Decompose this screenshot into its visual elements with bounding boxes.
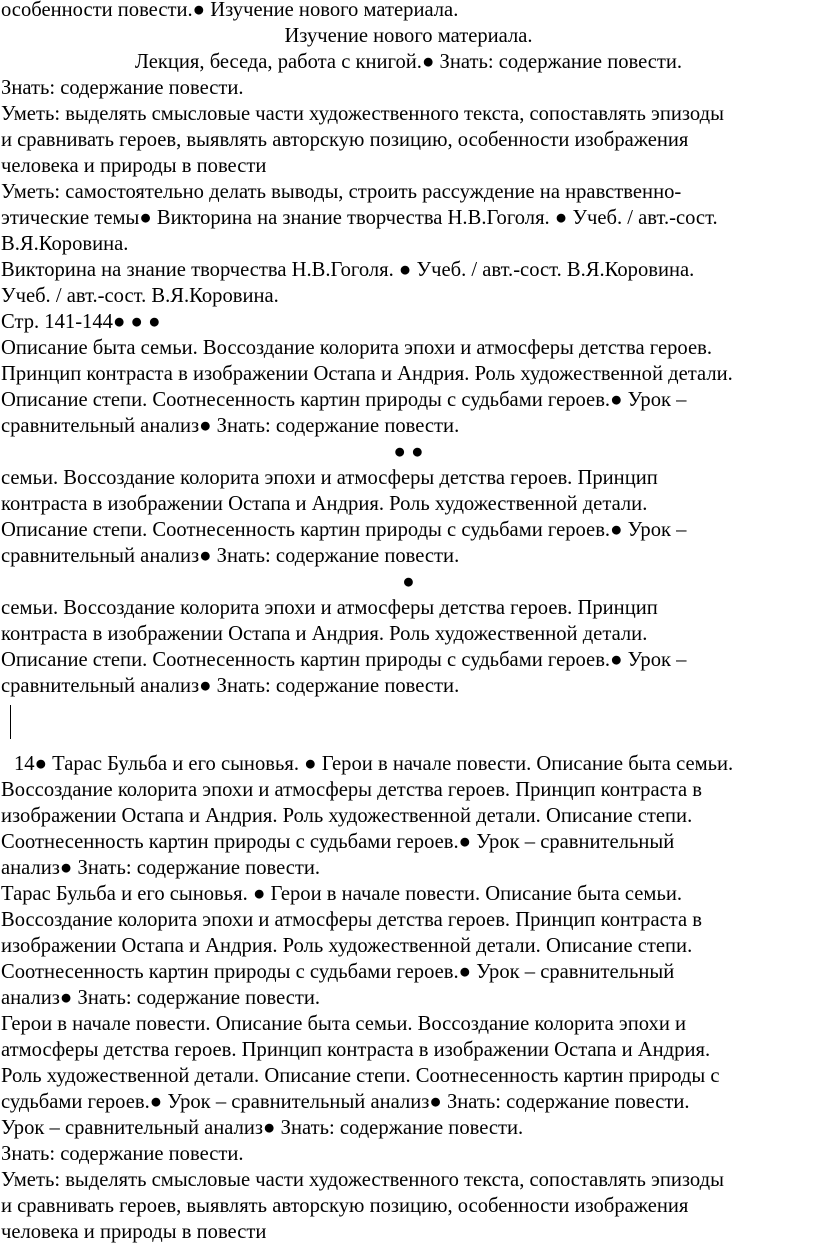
text-line: особенности повести.● Изучение нового материала. xyxy=(1,0,459,21)
text-line: атмосферы детства героев. Принцип контраста в изображении Остапа и Андрия. xyxy=(1,1039,711,1061)
text-line: Роль художественной детали. Описание степи. Соотнесенность картин природы с xyxy=(1,1065,720,1087)
text-line: семьи. Воссоздание колорита эпохи и атмосферы детства героев. Принцип xyxy=(1,597,658,619)
text-line: Викторина на знание творчества Н.В.Гоголя. ● Учеб. / авт.-сост. В.Я.Коровина. xyxy=(1,259,695,281)
text-line: судьбами героев.● Урок – сравнительный анализ● Знать: содержание повести. xyxy=(1,1091,690,1113)
text-line: Соотнесенность картин природы с судьбами героев.● Урок – сравнительный xyxy=(1,961,675,983)
text-line: Описание степи. Соотнесенность картин природы с судьбами героев.● Урок – xyxy=(1,389,687,411)
bullet-line: ● ● xyxy=(393,441,424,463)
text-line: Воссоздание колорита эпохи и атмосферы детства героев. Принцип контраста в xyxy=(1,909,703,931)
text-line: сравнительный анализ● Знать: содержание повести. xyxy=(1,415,460,437)
text-line: Описание степи. Соотнесенность картин природы с судьбами героев.● Урок – xyxy=(1,649,687,671)
text-line: изображении Остапа и Андрия. Роль художественной детали. Описание степи. xyxy=(1,935,693,957)
text-line: сравнительный анализ● Знать: содержание повести. xyxy=(1,675,460,697)
text-line: анализ● Знать: содержание повести. xyxy=(1,987,321,1009)
text-line: В.Я.Коровина. xyxy=(1,233,129,255)
text-line: Знать: содержание повести. xyxy=(1,77,244,99)
bullet-line: ● xyxy=(402,571,415,593)
text-line: Уметь: выделять смысловые части художественного текста, сопоставлять эпизоды xyxy=(1,1169,724,1191)
text-line: контраста в изображении Остапа и Андрия. Роль художественной детали. xyxy=(1,623,648,645)
text-line: Принцип контраста в изображении Остапа и Андрия. Роль художественной детали. xyxy=(1,363,733,385)
text-line: этические темы● Викторина на знание творчества Н.В.Гоголя. ● Учеб. / авт.-сост. xyxy=(1,207,718,229)
text-line: семьи. Воссоздание колорита эпохи и атмосферы детства героев. Принцип xyxy=(1,467,658,489)
text-line: 14● Тарас Бульба и его сыновья. ● Герои в начале повести. Описание быта семьи. xyxy=(14,753,734,775)
text-line: Тарас Бульба и его сыновья. ● Герои в начале повести. Описание быта семьи. xyxy=(1,883,683,905)
text-line: Уметь: самостоятельно делать выводы, строить рассуждение на нравственно- xyxy=(1,181,682,203)
text-line: человека и природы в повести xyxy=(1,155,267,177)
text-line: Знать: содержание повести. xyxy=(1,1143,244,1165)
text-line: Герои в начале повести. Описание быта семьи. Воссоздание колорита эпохи и xyxy=(1,1013,687,1035)
text-line: Воссоздание колорита эпохи и атмосферы детства героев. Принцип контраста в xyxy=(1,779,703,801)
text-line: Учеб. / авт.-сост. В.Я.Коровина. xyxy=(1,285,279,307)
text-line: Урок – сравнительный анализ● Знать: содержание повести. xyxy=(1,1117,524,1139)
text-line: Соотнесенность картин природы с судьбами героев.● Урок – сравнительный xyxy=(1,831,675,853)
text-cursor xyxy=(10,705,11,739)
text-line: Описание степи. Соотнесенность картин природы с судьбами героев.● Урок – xyxy=(1,519,687,541)
text-line: Изучение нового материала. xyxy=(284,25,533,47)
text-line: анализ● Знать: содержание повести. xyxy=(1,857,321,879)
text-line: сравнительный анализ● Знать: содержание повести. xyxy=(1,545,460,567)
text-line: человека и природы в повести xyxy=(1,1221,267,1243)
text-line: Уметь: выделять смысловые части художественного текста, сопоставлять эпизоды xyxy=(1,103,724,125)
text-line: Стр. 141-144● ● ● xyxy=(1,311,161,333)
text-line: Лекция, беседа, работа с книгой.● Знать: содержание повести. xyxy=(134,51,683,73)
text-line: изображении Остапа и Андрия. Роль художественной детали. Описание степи. xyxy=(1,805,693,827)
section-gap xyxy=(0,699,816,751)
text-line: контраста в изображении Остапа и Андрия. Роль художественной детали. xyxy=(1,493,648,515)
text-line: и сравнивать героев, выявлять авторскую позицию, особенности изображения xyxy=(1,1195,689,1217)
text-line: Описание быта семьи. Воссоздание колорита эпохи и атмосферы детства героев. xyxy=(1,337,712,359)
text-line: и сравнивать героев, выявлять авторскую позицию, особенности изображения xyxy=(1,129,689,151)
